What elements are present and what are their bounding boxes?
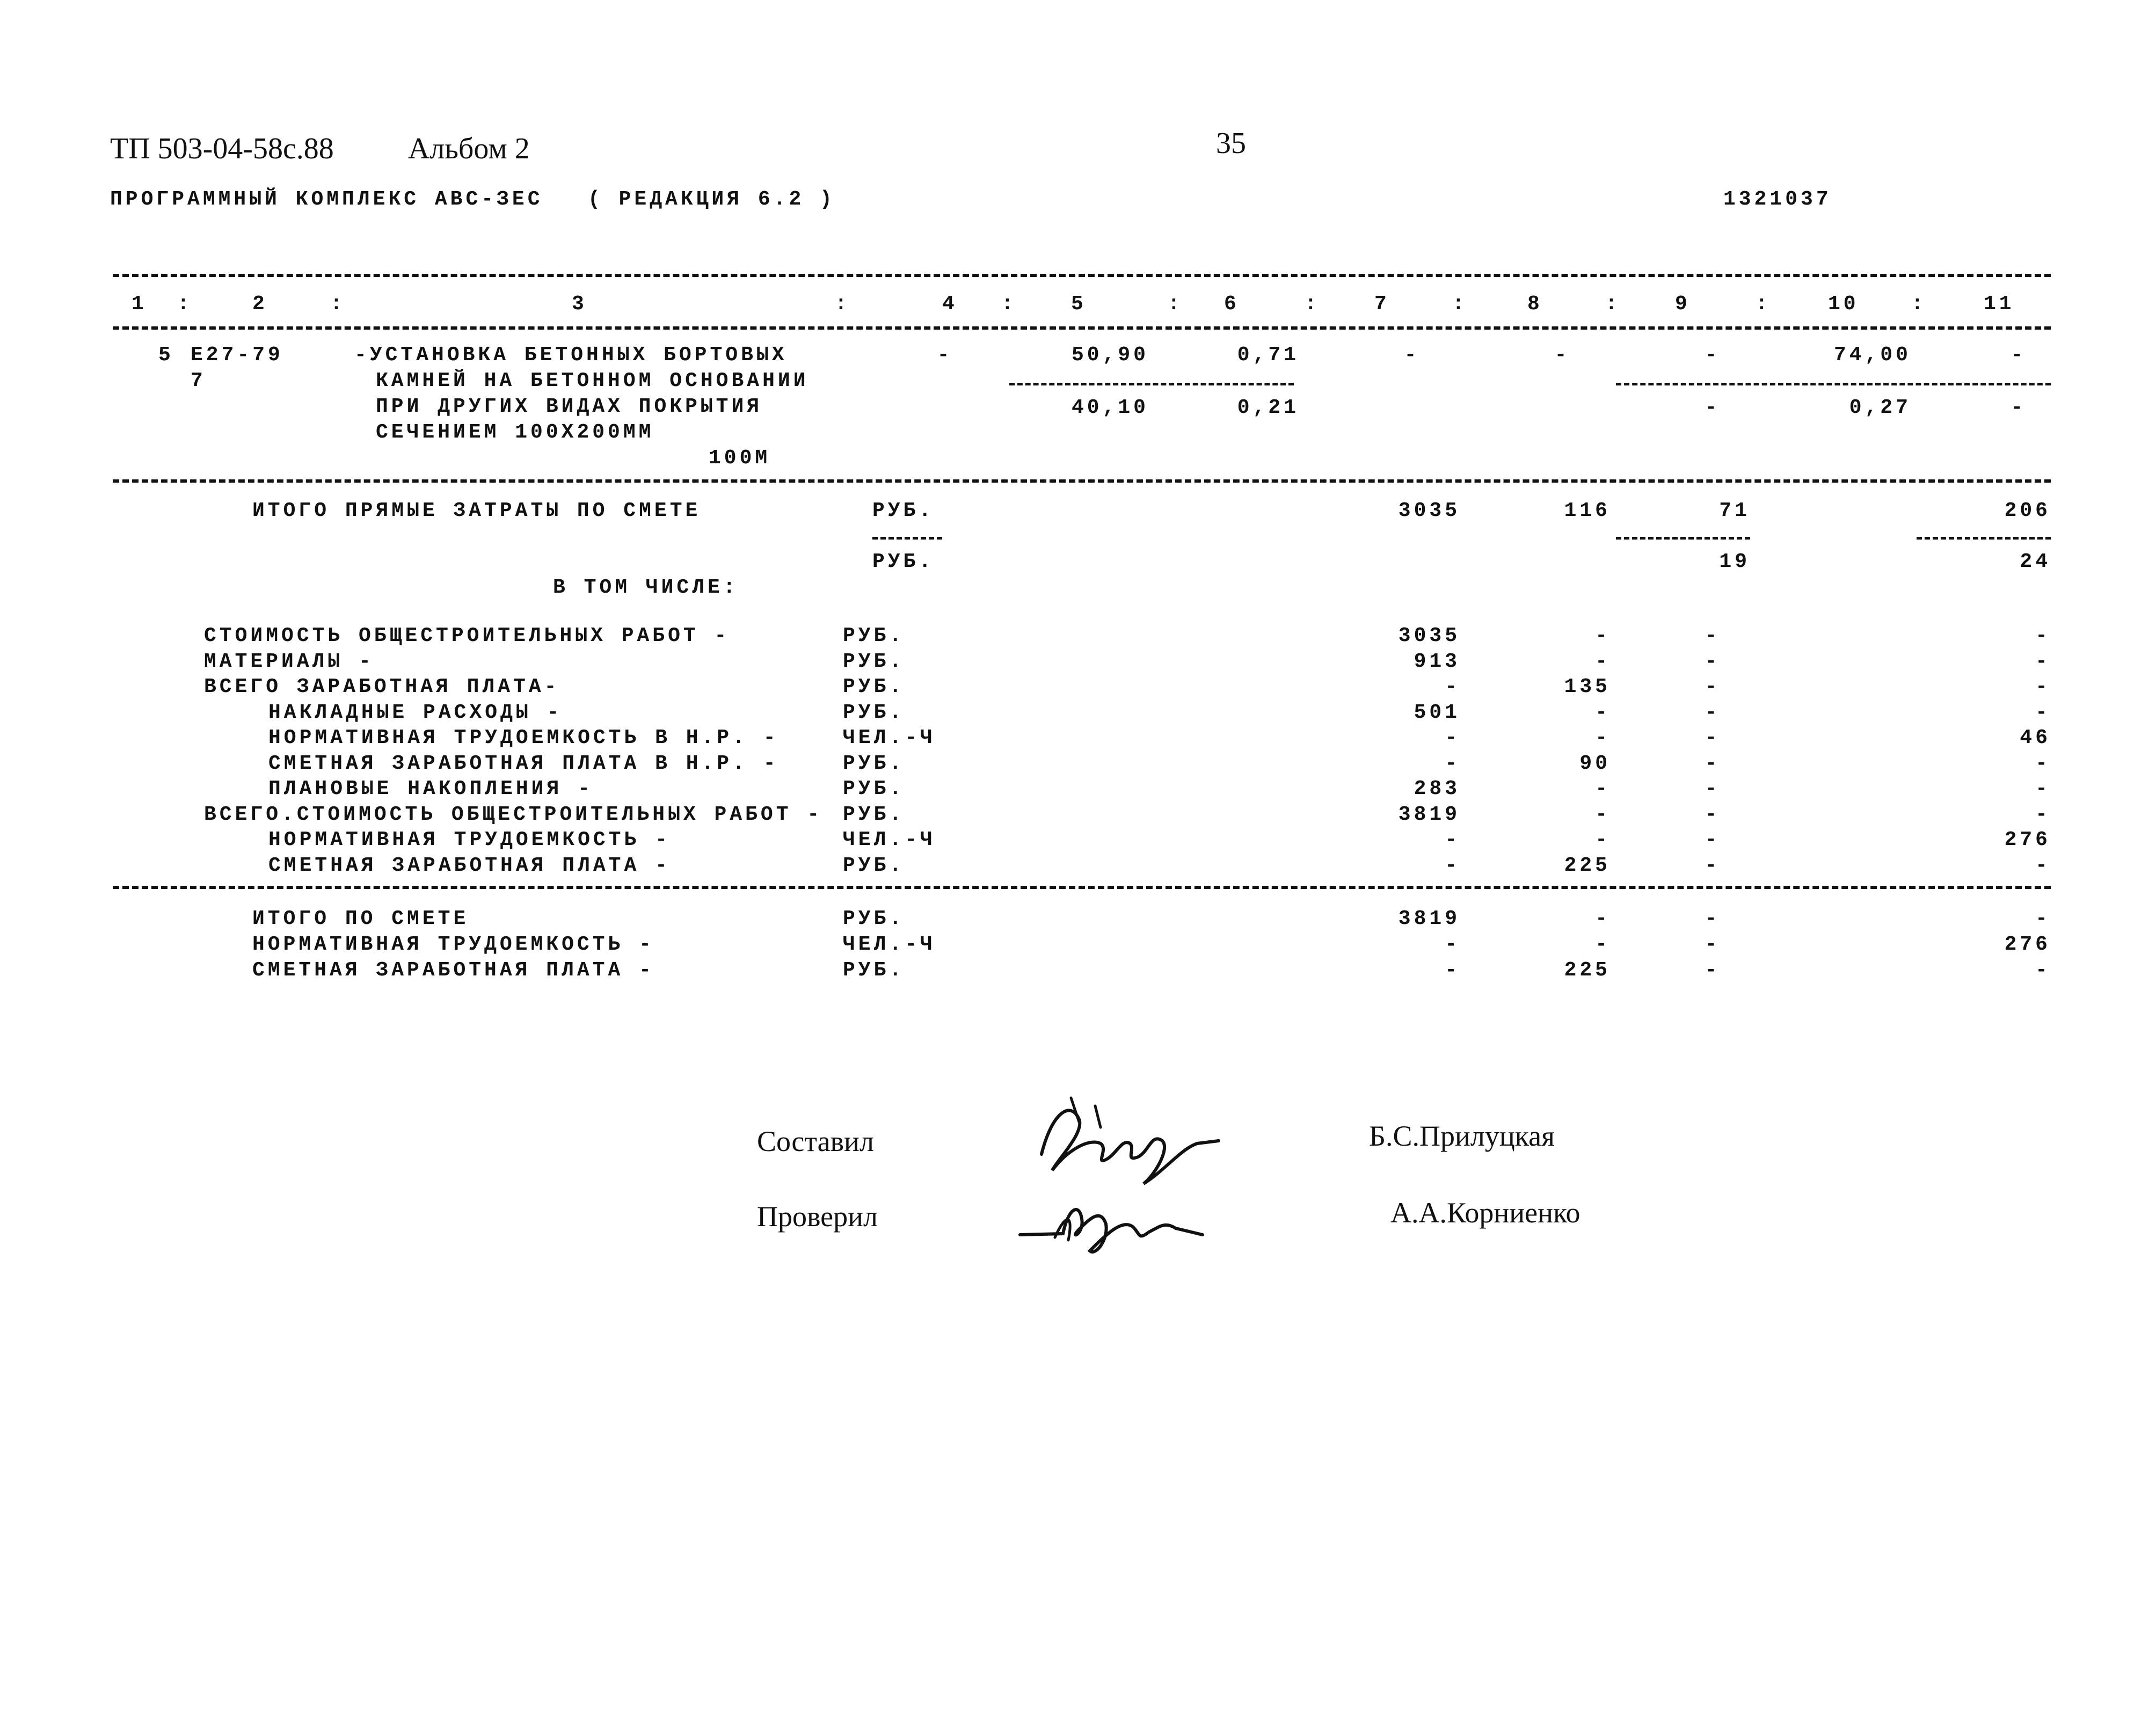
row-col7: - — [1445, 675, 1460, 698]
row-col9: - — [1705, 933, 1721, 956]
cell-col10-bottom: 0,27 — [1849, 396, 1911, 419]
cell-col5: 50,90 — [1071, 344, 1149, 367]
cell-col9: - — [1705, 344, 1721, 367]
column-number: 10 — [1828, 293, 1859, 316]
compiled-name: Б.С.Прилуцкая — [1369, 1120, 1555, 1152]
row-unit: РУБ. — [843, 624, 905, 647]
row-label: НОРМАТИВНАЯ ТРУДОЕМКОСТЬ - — [252, 933, 654, 956]
row-col11: 46 — [2020, 726, 2051, 749]
cell-col9-bottom: - — [1705, 396, 1721, 419]
row-col11: - — [2035, 650, 2051, 673]
row-col7: 501 — [1414, 701, 1460, 724]
row-col11: - — [2035, 752, 2051, 775]
row-col8: - — [1595, 828, 1611, 851]
row-col8: - — [1595, 624, 1611, 647]
column-separator: : — [1605, 293, 1621, 316]
row-label: НОРМАТИВНАЯ ТРУДОЕМКОСТЬ В Н.Р. - — [268, 726, 779, 749]
row-col8: - — [1595, 933, 1611, 956]
row-col7: - — [1445, 933, 1460, 956]
row-col9: - — [1705, 624, 1721, 647]
row-col11: - — [2035, 675, 2051, 698]
row-unit: РУБ. — [843, 803, 905, 826]
sub-rule-col9-11 — [1616, 383, 2051, 385]
column-number: 4 — [942, 293, 958, 316]
column-separator: : — [1756, 293, 1771, 316]
checked-label: Проверил — [757, 1200, 878, 1233]
direct-costs-unit: РУБ. — [872, 499, 935, 522]
direct-costs-label: ИТОГО ПРЯМЫЕ ЗАТРАТЫ ПО СМЕТЕ — [252, 499, 701, 522]
column-separator: : — [177, 293, 193, 316]
row-col9: - — [1705, 803, 1721, 826]
item-bottom-rule — [113, 479, 2051, 483]
row-unit: ЧЕЛ.-Ч — [843, 828, 936, 851]
cell-col4: - — [937, 344, 953, 367]
cell-col6: 0,71 — [1237, 344, 1299, 367]
row-col8: - — [1595, 701, 1611, 724]
row-col7: - — [1445, 726, 1460, 749]
item-description-line: -УСТАНОВКА БЕТОННЫХ БОРТОВЫХ — [354, 344, 788, 367]
cell-col6-bottom: 0,21 — [1237, 396, 1299, 419]
cell-col11-bottom: - — [2011, 396, 2027, 419]
row-label: ПЛАНОВЫЕ НАКОПЛЕНИЯ - — [268, 777, 593, 800]
row-col9: - — [1705, 675, 1721, 698]
row-col9: - — [1705, 650, 1721, 673]
item-description-line: СЕЧЕНИЕМ 100Х200ММ — [376, 421, 654, 444]
row-col9: - — [1705, 854, 1721, 877]
direct-costs-col11: 206 — [2004, 499, 2051, 522]
row-col9: - — [1705, 701, 1721, 724]
sub-rule-col11 — [1917, 537, 2051, 540]
row-col7: 3819 — [1398, 803, 1460, 826]
sub-rule-col9 — [1616, 537, 1750, 540]
sub-rule-unit — [872, 537, 942, 540]
row-col8: 225 — [1564, 959, 1611, 982]
row-unit: РУБ. — [843, 701, 905, 724]
row-col11: - — [2035, 701, 2051, 724]
row-label: НОРМАТИВНАЯ ТРУДОЕМКОСТЬ - — [268, 828, 671, 851]
including-label: В ТОМ ЧИСЛЕ: — [553, 576, 739, 599]
row-unit: РУБ. — [843, 777, 905, 800]
column-number: 9 — [1675, 293, 1691, 316]
row-unit: РУБ. — [843, 959, 905, 982]
checker-signature — [1015, 1176, 1219, 1262]
column-number: 1 — [132, 293, 147, 316]
column-separator: : — [835, 293, 850, 316]
row-col8: 225 — [1564, 854, 1611, 877]
column-number: 3 — [572, 293, 587, 316]
row-unit: ЧЕЛ.-Ч — [843, 933, 936, 956]
column-separator: : — [1305, 293, 1320, 316]
program-name: ПРОГРАММНЫЙ КОМПЛЕКС АВС-ЗЕС — [110, 188, 543, 211]
page-number: 35 — [1216, 127, 1246, 160]
row-col9: - — [1705, 752, 1721, 775]
row-label: МАТЕРИАЛЫ - — [204, 650, 374, 673]
row-col9: - — [1705, 907, 1721, 930]
row-col9: - — [1705, 726, 1721, 749]
row-col8: - — [1595, 907, 1611, 930]
row-col11: - — [2035, 854, 2051, 877]
direct-costs-col8: 116 — [1564, 499, 1611, 522]
row-col8: - — [1595, 777, 1611, 800]
direct-costs-col9: 71 — [1719, 499, 1750, 522]
row-col9: - — [1705, 828, 1721, 851]
row-col7: 283 — [1414, 777, 1460, 800]
row-label: СМЕТНАЯ ЗАРАБОТНАЯ ПЛАТА В Н.Р. - — [268, 752, 779, 775]
row-col8: 90 — [1579, 752, 1611, 775]
item-description-line: ПРИ ДРУГИХ ВИДАХ ПОКРЫТИЯ — [376, 395, 763, 418]
edition-label: ( РЕДАКЦИЯ 6.2 ) — [588, 188, 835, 211]
row-label: ИТОГО ПО СМЕТЕ — [252, 907, 469, 930]
row-col7: 913 — [1414, 650, 1460, 673]
totals-top-rule — [113, 886, 2051, 889]
cell-col11: - — [2011, 344, 2027, 367]
direct-costs-col11-2: 24 — [2020, 550, 2051, 573]
column-number: 5 — [1071, 293, 1087, 316]
row-col7: 3819 — [1398, 907, 1460, 930]
row-col8: - — [1595, 650, 1611, 673]
item-number: 5 — [158, 344, 174, 367]
column-separator: : — [1001, 293, 1017, 316]
row-unit: ЧЕЛ.-Ч — [843, 726, 936, 749]
row-label: СМЕТНАЯ ЗАРАБОТНАЯ ПЛАТА - — [252, 959, 654, 982]
row-unit: РУБ. — [843, 854, 905, 877]
row-label: НАКЛАДНЫЕ РАСХОДЫ - — [268, 701, 563, 724]
row-label: ВСЕГО.СТОИМОСТЬ ОБЩЕСТРОИТЕЛЬНЫХ РАБОТ - — [204, 803, 823, 826]
row-col7: 3035 — [1398, 624, 1460, 647]
item-description-line: КАМНЕЙ НА БЕТОННОМ ОСНОВАНИИ — [376, 369, 809, 392]
row-col7: - — [1445, 959, 1460, 982]
row-col11: - — [2035, 959, 2051, 982]
row-unit: РУБ. — [843, 650, 905, 673]
cell-col10: 74,00 — [1833, 344, 1911, 367]
column-separator: : — [1452, 293, 1468, 316]
compiled-label: Составил — [757, 1125, 874, 1157]
checked-name: А.А.Корниенко — [1390, 1197, 1580, 1229]
column-number: 11 — [1984, 293, 2015, 316]
album-label: Альбом 2 — [408, 132, 530, 165]
row-col7: - — [1445, 828, 1460, 851]
column-header-rule — [113, 326, 2051, 330]
row-unit: РУБ. — [843, 752, 905, 775]
column-separator: : — [1168, 293, 1183, 316]
cell-col5-bottom: 40,10 — [1071, 396, 1149, 419]
row-label: СМЕТНАЯ ЗАРАБОТНАЯ ПЛАТА - — [268, 854, 671, 877]
row-col7: - — [1445, 854, 1460, 877]
item-code-suffix: 7 — [191, 369, 206, 392]
row-col11: - — [2035, 803, 2051, 826]
doc-code: ТП 503-04-58с.88 — [110, 132, 334, 165]
column-number: 6 — [1224, 293, 1240, 316]
row-unit: РУБ. — [843, 675, 905, 698]
column-separator: : — [330, 293, 346, 316]
sub-rule-col5-6 — [1009, 383, 1294, 385]
direct-costs-col7: 3035 — [1398, 499, 1460, 522]
row-col8: 135 — [1564, 675, 1611, 698]
row-col11: 276 — [2004, 828, 2051, 851]
row-col9: - — [1705, 959, 1721, 982]
column-separator: : — [1911, 293, 1927, 316]
document-code: 1321037 — [1723, 188, 1832, 211]
cell-col7: - — [1404, 344, 1420, 367]
item-unit: 100М — [709, 447, 771, 470]
row-col8: - — [1595, 803, 1611, 826]
direct-costs-col9-2: 19 — [1719, 550, 1750, 573]
cell-col8: - — [1554, 344, 1570, 367]
row-col11: - — [2035, 907, 2051, 930]
table-top-rule — [113, 274, 2051, 277]
row-col8: - — [1595, 726, 1611, 749]
row-col7: - — [1445, 752, 1460, 775]
row-label: СТОИМОСТЬ ОБЩЕСТРОИТЕЛЬНЫХ РАБОТ - — [204, 624, 730, 647]
row-label: ВСЕГО ЗАРАБОТНАЯ ПЛАТА- — [204, 675, 560, 698]
row-unit: РУБ. — [843, 907, 905, 930]
row-col11: 276 — [2004, 933, 2051, 956]
item-code: Е27-79 — [191, 344, 283, 367]
column-number: 8 — [1527, 293, 1543, 316]
column-number: 2 — [252, 293, 268, 316]
row-col9: - — [1705, 777, 1721, 800]
direct-costs-unit-2: РУБ. — [872, 550, 935, 573]
row-col11: - — [2035, 624, 2051, 647]
column-number: 7 — [1374, 293, 1390, 316]
row-col11: - — [2035, 777, 2051, 800]
